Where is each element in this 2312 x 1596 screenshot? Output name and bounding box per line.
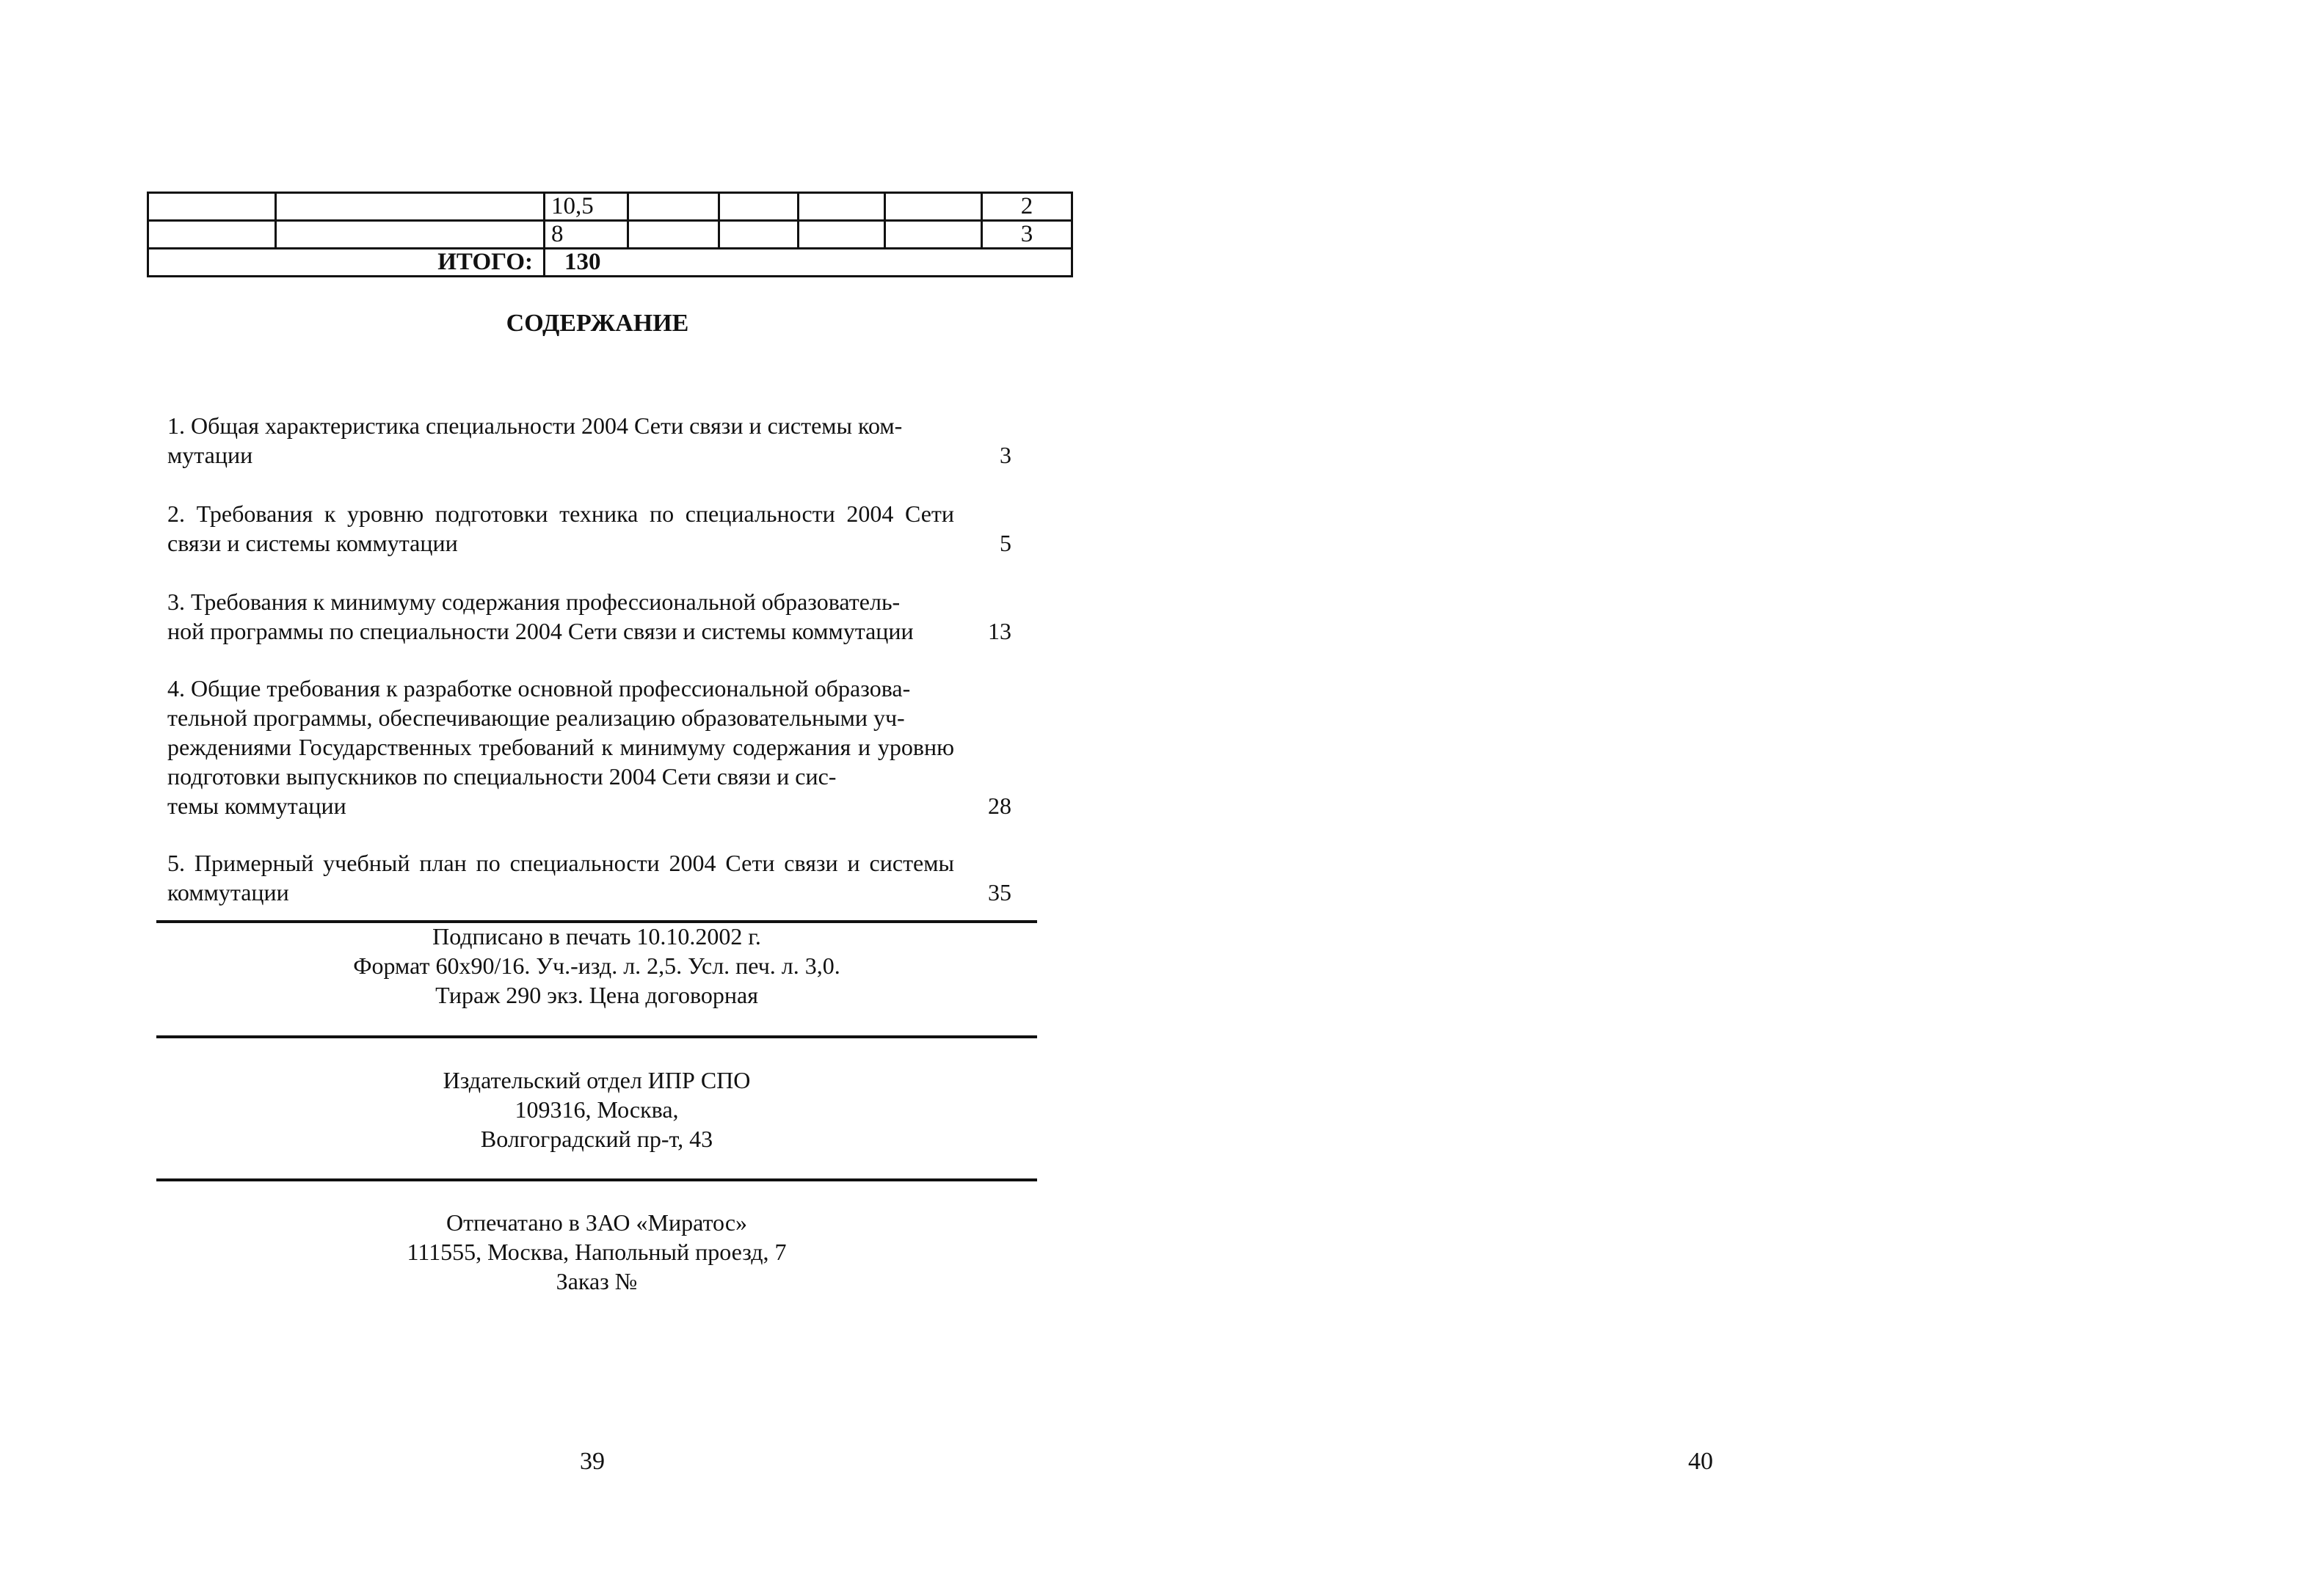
table-cell bbox=[799, 221, 885, 249]
toc-entry-page: 5 bbox=[1000, 530, 1011, 556]
page-number-left: 39 bbox=[580, 1448, 605, 1475]
table-cell bbox=[885, 193, 982, 221]
toc-entry-text: 3. Требования к минимуму содержания профессиональной образователь- ной программы по специальности 2004 Сети связи и системы коммутации bbox=[167, 589, 914, 644]
table-cell bbox=[276, 221, 545, 249]
table-row bbox=[148, 193, 1072, 221]
total-label: ИТОГО: bbox=[148, 249, 545, 277]
table-cell bbox=[276, 193, 545, 221]
toc-entry-page: 13 bbox=[988, 618, 1011, 644]
print-info-line: Подписано в печать 10.10.2002 г. bbox=[432, 923, 761, 950]
divider bbox=[156, 1178, 1037, 1181]
table-cell: 8 bbox=[545, 221, 628, 249]
table-cell bbox=[148, 193, 276, 221]
table-cell bbox=[719, 193, 799, 221]
table-total-row bbox=[148, 249, 1072, 277]
divider bbox=[156, 1035, 1037, 1038]
print-info-line: Тираж 290 экз. Цена договорная bbox=[435, 982, 758, 1008]
toc-entry bbox=[167, 848, 1011, 907]
table-cell bbox=[885, 221, 982, 249]
printer-line: Отпечатано в ЗАО «Миратос» bbox=[446, 1209, 748, 1236]
table-cell bbox=[628, 193, 719, 221]
toc-title: СОДЕРЖАНИЕ bbox=[506, 310, 689, 337]
toc-entry bbox=[167, 587, 1011, 646]
table-cell: 2 bbox=[982, 193, 1072, 221]
table-cell: 3 bbox=[982, 221, 1072, 249]
table-cell bbox=[628, 221, 719, 249]
toc-entry-page: 35 bbox=[988, 879, 1011, 906]
publisher-line: Волгоградский пр-т, 43 bbox=[480, 1126, 713, 1152]
publisher-line: 109316, Москва, bbox=[515, 1096, 679, 1123]
toc-entry bbox=[167, 499, 1011, 558]
table-cell bbox=[799, 193, 885, 221]
table-cell: 10,5 bbox=[545, 193, 628, 221]
toc-entry-page: 28 bbox=[988, 792, 1011, 819]
table-cell bbox=[719, 221, 799, 249]
table-row bbox=[148, 221, 1072, 249]
toc-entry-page: 3 bbox=[1000, 442, 1011, 468]
toc-entry bbox=[167, 411, 1011, 470]
toc-entry bbox=[167, 674, 1011, 820]
printer-line: 111555, Москва, Напольный проезд, 7 bbox=[407, 1239, 787, 1265]
toc-entry-text: 2. Требования к уровню подготовки техника по специальности 2004 Сети связи и системы коммутации bbox=[167, 500, 954, 556]
toc-entry-text: 5. Примерный учебный план по специальности 2004 Сети связи и системы коммутации bbox=[167, 850, 954, 906]
toc-entry-text: 4. Общие требования к разработке основной профессиональной образова- тельной программы, обеспечивающие реализацию образовательными уч- реждениями Государственных требований к минимуму содержания и уровню подготовки выпускников по специальности 2004 Сети связи и сис- темы коммутации bbox=[167, 675, 954, 819]
total-value: 130 bbox=[545, 249, 1072, 277]
publisher-line: Издательский отдел ИПР СПО bbox=[443, 1067, 751, 1093]
table-cell bbox=[148, 221, 276, 249]
publisher-info bbox=[156, 1065, 1037, 1154]
right-page bbox=[1156, 0, 2312, 1596]
printer-info bbox=[156, 1208, 1037, 1296]
printer-line: Заказ № bbox=[556, 1268, 638, 1294]
page-number-right: 40 bbox=[1688, 1448, 1713, 1475]
print-info bbox=[156, 922, 1037, 1010]
toc-entry-text: 1. Общая характеристика специальности 2004 Сети связи и системы ком- мутации bbox=[167, 412, 903, 468]
print-info-line: Формат 60х90/16. Уч.-изд. л. 2,5. Усл. печ. л. 3,0. bbox=[353, 952, 840, 979]
hours-table bbox=[147, 192, 1073, 277]
